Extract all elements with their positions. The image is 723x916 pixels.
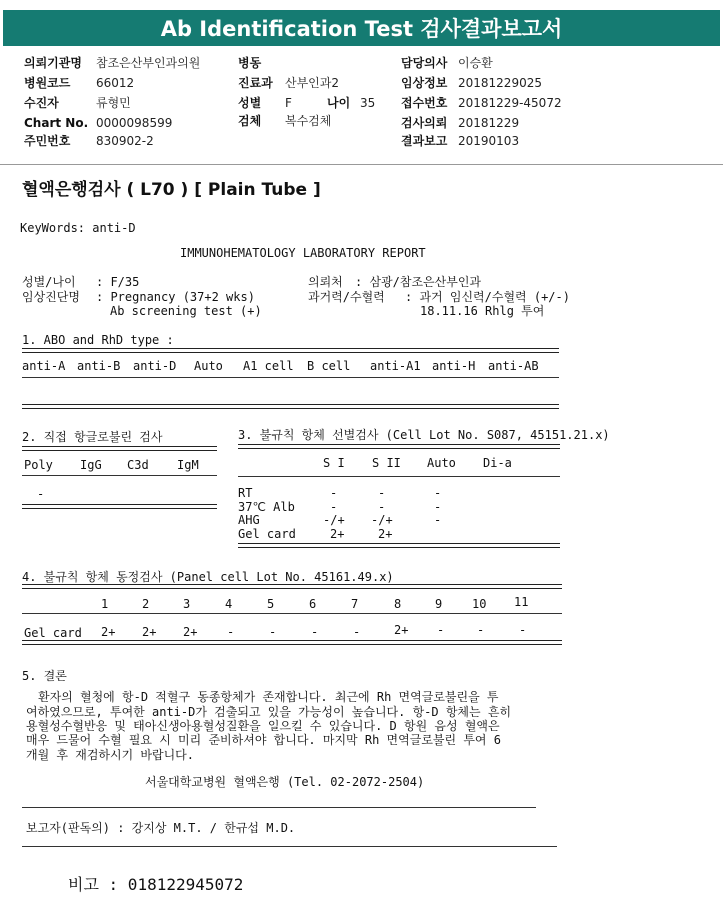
scanned-report <box>0 166 723 916</box>
panel-cell-number: 1 <box>101 597 109 611</box>
section3-col: Auto <box>427 456 456 470</box>
lab-report-title: IMMUNOHEMATOLOGY LABORATORY REPORT <box>180 246 426 260</box>
section3-cell: - <box>434 513 442 527</box>
diagnosis-value-1: : Pregnancy (37+2 wks) <box>96 290 255 304</box>
section3-cell: -/+ <box>371 513 393 527</box>
panel-cell-number: 10 <box>472 597 487 611</box>
history-label: 과거력/수혈력 <box>308 290 385 304</box>
conclusion-line: 여하였으므로, 투여한 anti-D가 검출되고 있을 가능성이 높습니다. 항-D 항체는 흔히 <box>26 705 512 719</box>
panel-cell-number: 11 <box>514 595 529 609</box>
conclusion-line: 개월 후 재검하시기 바랍니다. <box>26 748 195 762</box>
field-value-patient: 류형민 <box>96 96 131 110</box>
field-value-requesting-org: 참조은산부인과의원 <box>96 56 201 70</box>
section2-value: - <box>37 487 45 501</box>
remark: 비고 : 018122945072 <box>68 875 244 894</box>
patient-info-header <box>0 48 723 160</box>
history-value: : 과거 임신력/수혈력 (+/-) <box>405 290 570 304</box>
section2-rule-bottom <box>22 504 217 509</box>
header-separator <box>0 164 723 165</box>
section3-cell: - <box>330 486 338 500</box>
section3-col: S I <box>323 456 345 470</box>
field-label-ward: 병동 <box>238 56 262 70</box>
field-label-result-report: 결과보고 <box>401 134 448 148</box>
section2-rule-top <box>22 446 217 451</box>
section2-title: 2. 직접 항글로불린 검사 <box>22 430 163 444</box>
field-label-resident-no: 주민번호 <box>24 134 71 148</box>
history-value-2: 18.11.16 Rhlg 투여 <box>420 304 545 318</box>
section3-cell: - <box>378 486 386 500</box>
section3-rule-mid <box>238 476 560 477</box>
section2-rule-mid <box>22 475 217 476</box>
diagnosis-label: 임상진단명 <box>22 290 80 304</box>
field-value-result-report: 20190103 <box>458 134 520 148</box>
panel-result: - <box>519 623 527 637</box>
panel-result: - <box>311 625 319 639</box>
section1-title: 1. ABO and RhD type : <box>22 333 174 347</box>
panel-result: - <box>227 625 235 639</box>
section1-col: anti-B <box>77 359 121 373</box>
section4-row-label: Gel card <box>24 626 82 640</box>
field-value-chart-no: 0000098599 <box>96 116 173 130</box>
field-label-physician: 담당의사 <box>401 56 448 70</box>
section1-rule-mid <box>22 377 559 378</box>
field-value-hospital-code: 66012 <box>96 76 135 90</box>
panel-result: - <box>269 625 277 639</box>
section4-rule-mid <box>22 613 562 614</box>
field-label-specimen: 검체 <box>238 114 262 128</box>
section1-col: anti-A1 <box>370 359 421 373</box>
field-value-receipt-no: 20181229-45072 <box>458 96 562 110</box>
section1-col: anti-A <box>22 359 66 373</box>
field-value-physician: 이승환 <box>458 56 493 70</box>
section3-cell: - <box>434 486 442 500</box>
section2-col: C3d <box>127 458 149 472</box>
panel-result: 2+ <box>394 623 409 637</box>
section4-rule-bottom <box>22 640 562 645</box>
section3-cell: -/+ <box>323 513 345 527</box>
section4-title: 4. 불규칙 항체 동정검사 (Panel cell Lot No. 45161.49.x) <box>22 570 394 584</box>
lab-signature: 서울대학교병원 혈액은행 (Tel. 02-2072-2504) <box>145 775 425 789</box>
panel-cell-number: 7 <box>351 597 359 611</box>
section1-col: anti-D <box>133 359 177 373</box>
section2-col: IgM <box>177 458 199 472</box>
panel-cell-number: 2 <box>142 597 150 611</box>
section3-cell: - <box>378 500 386 514</box>
signature-rule <box>22 807 536 808</box>
field-value-department: 산부인과2 <box>285 76 340 90</box>
section1-col: anti-H <box>432 359 476 373</box>
section3-cell: 2+ <box>378 527 393 541</box>
panel-result: 2+ <box>101 625 116 639</box>
section1-col: A1 cell <box>243 359 294 373</box>
field-value-sex: F <box>285 96 292 110</box>
panel-result: - <box>477 623 485 637</box>
section3-row-label: RT <box>238 486 253 500</box>
conclusion-line: 환자의 혈청에 항-D 적혈구 동종항체가 존재합니다. 최근에 Rh 면역글로불린을 투 <box>38 690 499 704</box>
section5-title: 5. 결론 <box>22 669 67 683</box>
field-label-requesting-org: 의뢰기관명 <box>24 56 82 70</box>
conclusion-line: 매우 드물어 수혈 필요 시 미리 준비하셔야 합니다. 마지막 Rh 면역글로불린 투여 6 <box>26 733 501 747</box>
section1-col: anti-AB <box>488 359 539 373</box>
field-value-age: 35 <box>360 96 376 110</box>
field-label-patient: 수진자 <box>24 96 59 110</box>
section1-col: B cell <box>307 359 351 373</box>
section1-rule-bottom <box>22 404 559 409</box>
doc-title: 혈액은행검사 ( L70 ) [ Plain Tube ] <box>22 180 321 200</box>
field-label-clinical-info: 임상정보 <box>401 76 448 90</box>
section3-rule-top <box>238 444 560 449</box>
panel-result: 2+ <box>142 625 157 639</box>
field-value-clinical-info: 20181229025 <box>458 76 542 90</box>
field-label-sex: 성별 <box>238 96 262 110</box>
section3-row-label: AHG <box>238 513 260 527</box>
section2-col: Poly <box>24 458 53 472</box>
referral-label: 의뢰처 <box>308 275 343 289</box>
report-title-bar <box>3 10 720 46</box>
field-label-age: 나이 <box>327 96 351 110</box>
section3-cell: - <box>330 500 338 514</box>
panel-cell-number: 6 <box>309 597 317 611</box>
conclusion-line: 용혈성수혈반응 및 태아신생아용혈성질환을 일으킬 수 있습니다. D 항원 음성 혈액은 <box>26 719 500 733</box>
panel-cell-number: 4 <box>225 597 233 611</box>
reporter: 보고자(판독의) : 강지상 M.T. / 한규섭 M.D. <box>26 821 296 835</box>
field-label-test-request: 검사의뢰 <box>401 116 448 130</box>
section3-row-label: Gel card <box>238 527 296 541</box>
field-value-test-request: 20181229 <box>458 116 520 130</box>
section2-col: IgG <box>80 458 102 472</box>
field-label-department: 진료과 <box>238 76 273 90</box>
sex-age-label: 성별/나이 <box>22 275 76 289</box>
field-value-resident-no: 830902-2 <box>96 134 154 148</box>
section1-rule-top <box>22 348 559 353</box>
panel-result: 2+ <box>183 625 198 639</box>
section3-cell: - <box>434 500 442 514</box>
reporter-rule <box>22 846 557 847</box>
section3-rule-bottom <box>238 543 560 548</box>
section3-title: 3. 불규칙 항체 선별검사 (Cell Lot No. S087, 45151.21.x) <box>238 428 610 442</box>
field-label-chart-no: Chart No. <box>24 116 89 130</box>
section3-col: S II <box>372 456 401 470</box>
section3-col: Di-a <box>483 456 512 470</box>
panel-cell-number: 8 <box>394 597 402 611</box>
field-value-specimen: 복수검체 <box>285 114 332 128</box>
panel-cell-number: 3 <box>183 597 191 611</box>
section3-cell: 2+ <box>330 527 345 541</box>
panel-cell-number: 5 <box>267 597 275 611</box>
diagnosis-value-2: Ab screening test (+) <box>110 304 262 318</box>
section4-rule-top <box>22 584 562 589</box>
field-label-hospital-code: 병원코드 <box>24 76 71 90</box>
section3-row-label: 37℃ Alb <box>238 500 295 514</box>
panel-result: - <box>353 625 361 639</box>
section1-col: Auto <box>194 359 223 373</box>
report-title: Ab Identification Test 검사결과보고서 <box>160 17 563 41</box>
referral-value: : 삼광/참조은산부인과 <box>355 275 482 289</box>
panel-cell-number: 9 <box>435 597 443 611</box>
keywords: KeyWords: anti-D <box>20 221 136 235</box>
panel-result: - <box>437 623 445 637</box>
field-label-receipt-no: 접수번호 <box>401 96 448 110</box>
sex-age-value: : F/35 <box>96 275 140 289</box>
